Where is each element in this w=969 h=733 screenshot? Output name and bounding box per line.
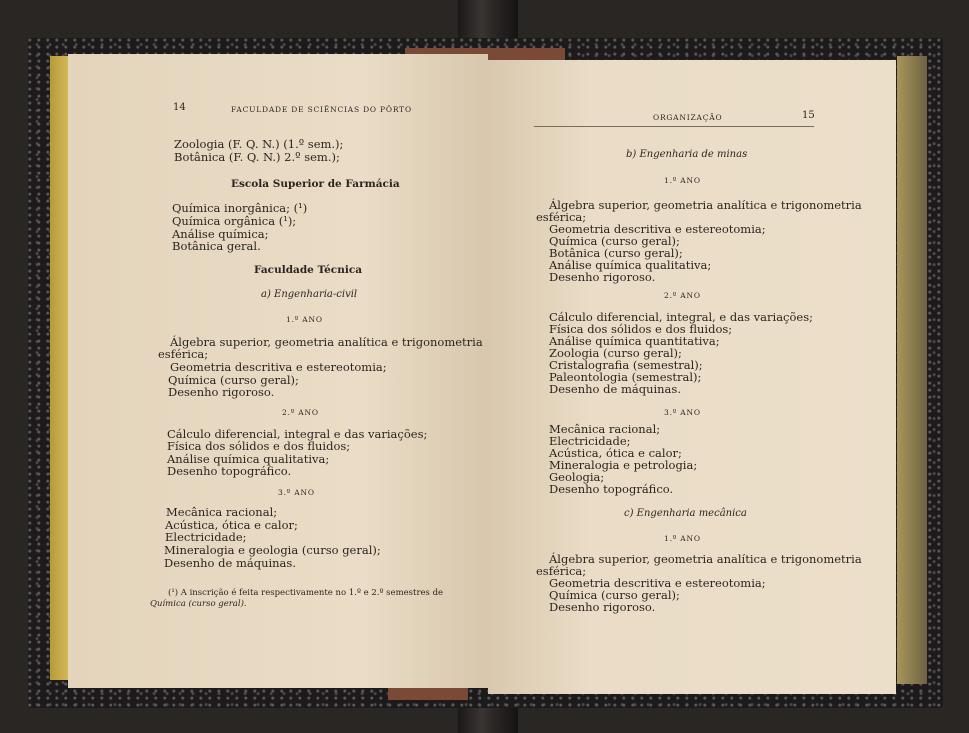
text-line: Álgebra superior, geometria analítica e trigonometria [549,552,862,566]
text-line: Análise química quantitativa; [549,334,720,348]
text-line: Geometria descritiva e estereotomia; [549,222,766,236]
text-line: Química (curso geral); [168,373,299,387]
page-edge-right [897,56,927,684]
text-line: Análise química; [172,227,269,241]
text-line: Química (curso geral); [549,588,680,602]
text-line: Geometria descritiva e estereotomia; [170,360,387,374]
text-line: Análise química qualitativa; [549,258,712,272]
text-line: Electricidade; [165,530,247,544]
running-head: FACULDADE DE SCIÊNCIAS DO PÔRTO [231,105,412,114]
text-line: Desenho rigoroso. [549,600,656,614]
page-number: 14 [173,102,186,113]
text-line: Mecânica racional; [549,422,661,436]
text-line: esférica; [158,347,209,361]
left-page [68,54,488,688]
text-line: Acústica, ótica e calor; [549,446,682,460]
header-rule [534,126,814,127]
subsection-heading: a) Engenharia-civil [261,289,358,300]
text-line: Mineralogia e geologia (curso geral); [164,543,381,557]
text-line: Geologia; [549,470,605,484]
text-line: Desenho rigoroso. [549,270,656,284]
text-line: Análise química qualitativa; [167,452,330,466]
year-heading: 2.º ANO [282,408,319,417]
subsection-heading: b) Engenharia de minas [626,149,748,160]
section-heading: Faculdade Técnica [254,264,363,276]
right-page [488,60,896,694]
section-heading: Escola Superior de Farmácia [231,178,400,190]
text-line: Mecânica racional; [166,505,278,519]
text-line: Botânica (F. Q. N.) 2.º sem.); [174,150,340,164]
text-line: esférica; [536,210,587,224]
text-line: Química orgânica (¹); [172,214,297,228]
text-line: Desenho de máquinas. [549,382,681,396]
text-line: Zoologia (curso geral); [549,346,682,360]
text-line: Cristalografia (semestral); [549,358,703,372]
text-line: Desenho rigoroso. [168,385,275,399]
text-line: Desenho de máquinas. [164,556,296,570]
year-heading: 1.º ANO [664,176,701,185]
text-line: Botânica geral. [172,239,261,253]
text-line: Geometria descritiva e estereotomia; [549,576,766,590]
text-line: Mineralogia e petrologia; [549,458,698,472]
year-heading: 3.º ANO [664,408,701,417]
text-line: Álgebra superior, geometria analítica e trigonometria [549,198,862,212]
text-line: Zoologia (F. Q. N.) (1.º sem.); [174,137,344,151]
year-heading: 1.º ANO [664,534,701,543]
text-line: esférica; [536,564,587,578]
footnote: (¹) A inscrição é feita respectivamente no 1.º e 2.º semestres de [168,588,444,598]
text-line: Desenho topográfico. [167,464,292,478]
text-line: Electricidade; [549,434,631,448]
text-line: Acústica, ótica e calor; [165,518,298,532]
footnote: Química (curso geral). [150,599,247,609]
text-line: Física dos sólidos e dos fluidos; [549,322,733,336]
subsection-heading: c) Engenharia mecânica [624,508,747,519]
text-line: Álgebra superior, geometria analítica e trigonometria [170,335,483,349]
text-line: Química (curso geral); [549,234,680,248]
text-line: Botânica (curso geral); [549,246,683,260]
text-line: Desenho topográfico. [549,482,674,496]
text-line: Cálculo diferencial, integral, e das variações; [549,310,813,324]
text-line: Cálculo diferencial, integral e das variações; [167,427,428,441]
ribbon-bottom [388,688,468,700]
text-line: Química inorgânica; (¹) [172,201,308,215]
year-heading: 2.º ANO [664,291,701,300]
text-line: Física dos sólidos e dos fluidos; [167,439,351,453]
page-number: 15 [802,110,815,121]
text-line: Paleontologia (semestral); [549,370,702,384]
year-heading: 3.º ANO [278,488,315,497]
year-heading: 1.º ANO [286,315,323,324]
running-head: ORGANIZAÇÃO [653,113,723,122]
